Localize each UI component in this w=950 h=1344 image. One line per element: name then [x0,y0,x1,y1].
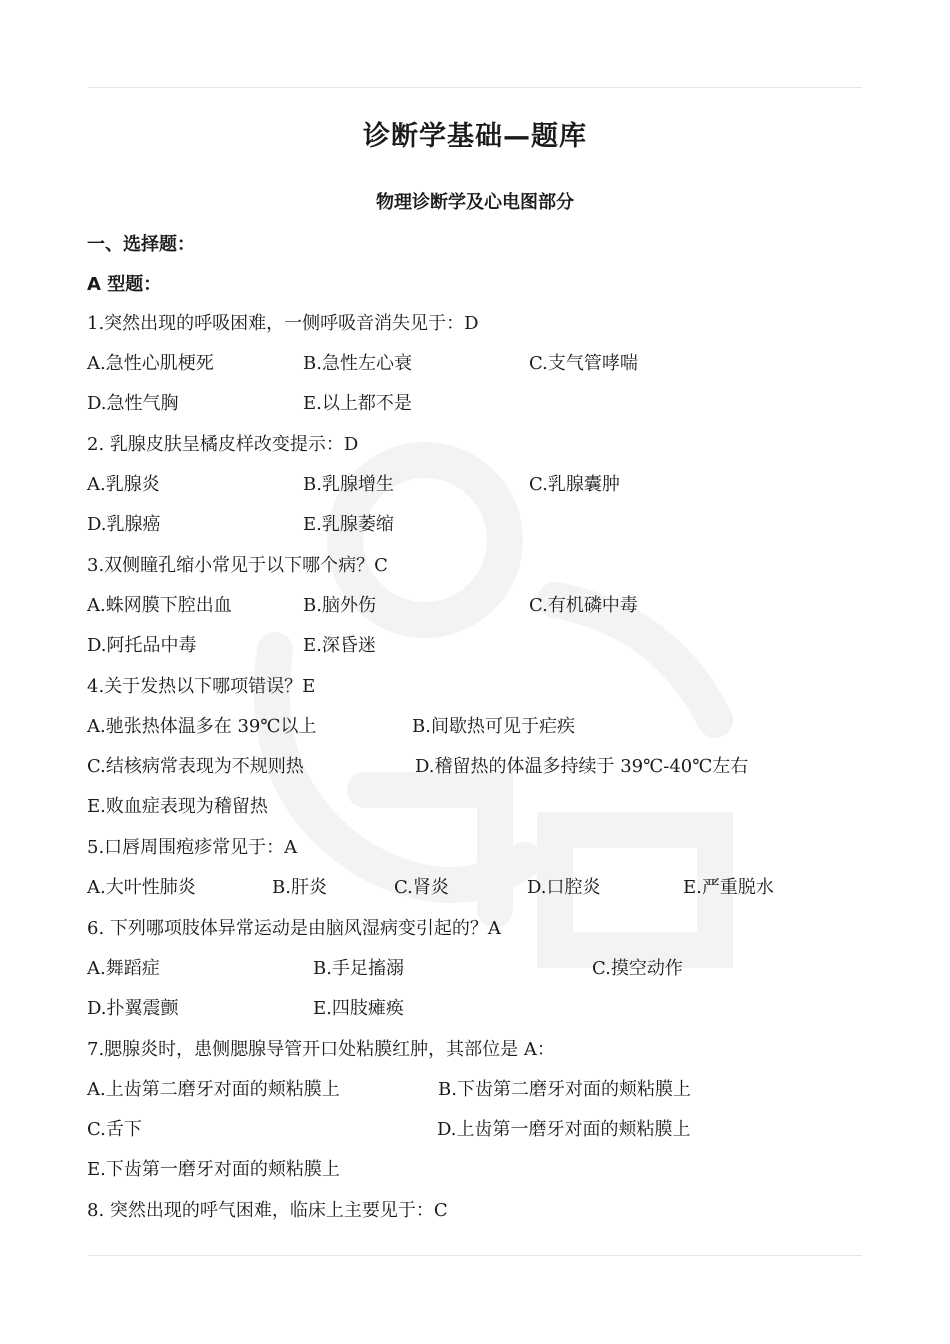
option: C.舌下 [87,1119,142,1140]
options-row [87,631,867,661]
option: B.乳腺增生 [303,474,394,495]
option: E.下齿第一磨牙对面的颊粘膜上 [87,1159,340,1180]
option: A.乳腺炎 [87,474,160,495]
option: E.败血症表现为稽留热 [87,796,268,817]
question-1: 1.突然出现的呼吸困难，一侧呼吸音消失见于：D [87,313,479,334]
option: B.间歇热可见于疟疾 [412,716,575,737]
options-row [87,510,867,540]
option: A.驰张热体温多在 39℃以上 [87,716,317,737]
option: E.深昏迷 [303,635,376,656]
question-2: 2. 乳腺皮肤呈橘皮样改变提示：D [87,434,359,455]
option: C.支气管哮喘 [529,353,638,374]
question-7: 7.腮腺炎时，患侧腮腺导管开口处粘膜红肿，其部位是 A： [87,1039,555,1060]
options-row [87,712,867,742]
options-row [87,752,867,782]
option: D.扑翼震颤 [87,998,179,1019]
option: E.乳腺萎缩 [303,514,394,535]
option: A.舞蹈症 [87,958,160,979]
question-4: 4.关于发热以下哪项错误？E [87,676,316,697]
options-row [87,994,867,1024]
option: C.摸空动作 [592,958,683,979]
option: B.急性左心衰 [303,353,412,374]
options-row [87,954,867,984]
question-6: 6. 下列哪项肢体异常运动是由脑风湿病变引起的？A [87,918,501,939]
option: A.大叶性肺炎 [87,877,196,898]
option: C.结核病常表现为不规则热 [87,756,304,777]
option: D.上齿第一磨牙对面的颊粘膜上 [437,1119,691,1140]
option: A.急性心肌梗死 [87,353,214,374]
options-row [87,591,867,621]
option: B.脑外伤 [303,595,376,616]
option: D.乳腺癌 [87,514,161,535]
question-3: 3.双侧瞳孔缩小常见于以下哪个病？C [87,555,388,576]
option: D.急性气胸 [87,393,179,414]
options-row [87,389,867,419]
question-8: 8. 突然出现的呼气困难，临床上主要见于：C [87,1200,448,1221]
question-type-heading: A 型题： [87,274,162,295]
option: B.下齿第二磨牙对面的颊粘膜上 [438,1079,691,1100]
options-row [87,1155,867,1185]
document-title: 诊断学基础—题库 [363,121,587,152]
question-5: 5.口唇周围疱疹常见于：A [87,837,298,858]
header-rule [88,87,862,88]
option: E.四肢瘫痪 [313,998,404,1019]
footer-rule [88,1255,862,1256]
option: D.稽留热的体温多持续于 39℃-40℃左右 [415,756,749,777]
options-row [87,1075,867,1105]
options-row [87,873,867,903]
document-subtitle: 物理诊断学及心电图部分 [376,192,574,213]
option: B.手足搐溺 [313,958,404,979]
option: C.乳腺囊肿 [529,474,620,495]
options-row [87,1115,867,1145]
option: D.口腔炎 [527,877,601,898]
options-row [87,792,867,822]
option: B.肝炎 [272,877,327,898]
options-row [87,349,867,379]
section-heading: 一、选择题： [87,234,195,255]
option: C.有机磷中毒 [529,595,638,616]
option: A.蛛网膜下腔出血 [87,595,232,616]
option: D.阿托品中毒 [87,635,197,656]
option: C.肾炎 [394,877,449,898]
option: E.严重脱水 [683,877,774,898]
options-row [87,470,867,500]
option: E.以上都不是 [303,393,412,414]
option: A.上齿第二磨牙对面的颊粘膜上 [87,1079,340,1100]
